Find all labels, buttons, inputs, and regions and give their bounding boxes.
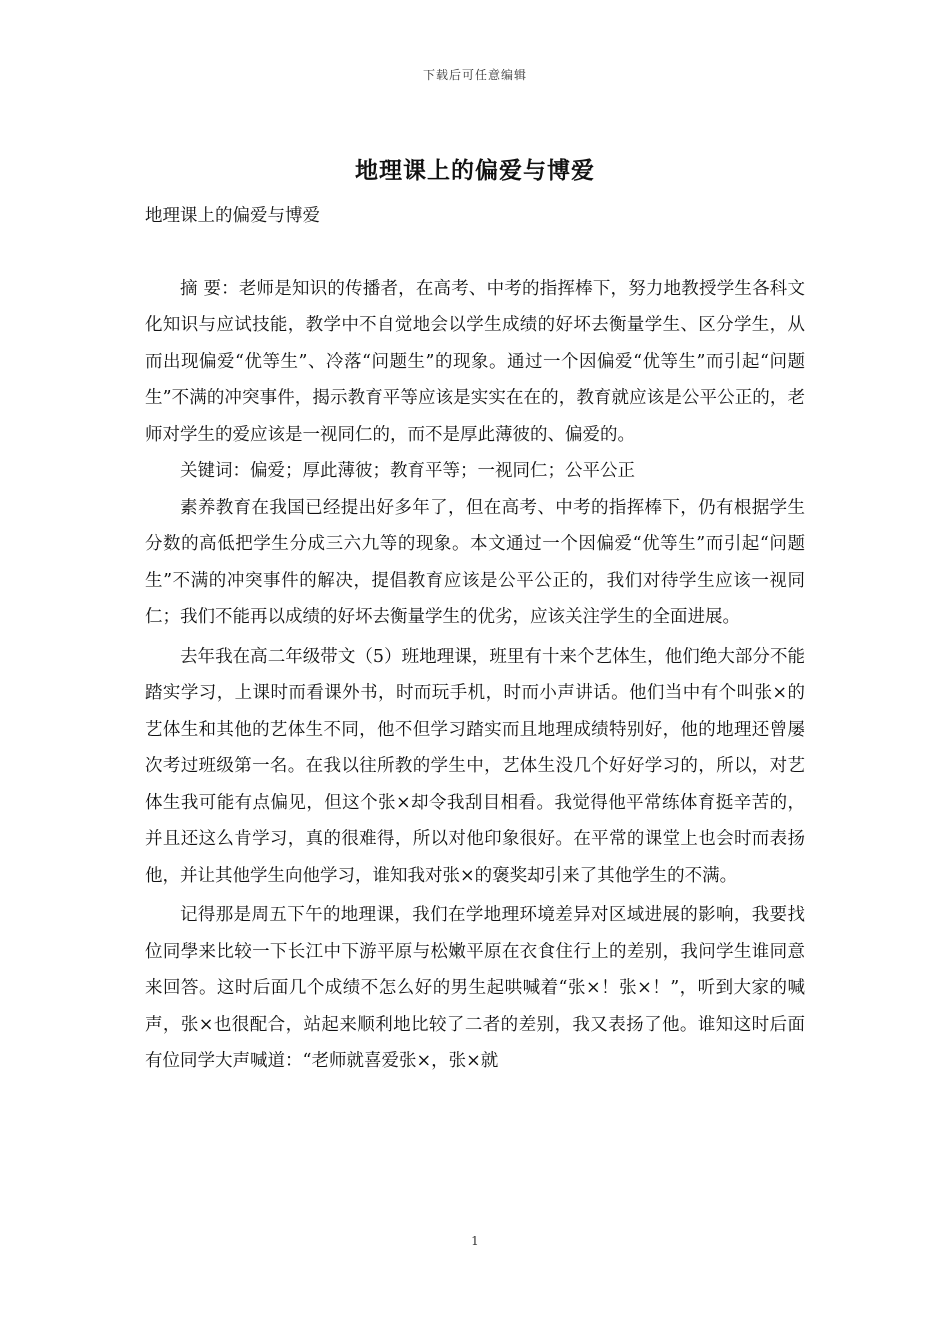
document-subtitle: 地理课上的偏爱与博爱 — [145, 206, 320, 226]
abstract-paragraph: 摘 要：老师是知识的传播者，在高考、中考的指挥棒下，努力地教授学生各科文化知识与应试技能，教学中不自觉地会以学生成绩的好坏去衡量学生、区分学生，从而出现偏爱“优等生”、冷落“问题生”的现象。通过一个因偏爱“优等生”而引起“问题生”不满的冲突事件，揭示教育平等应该是实实在在的，教育就应该是公平公正的，老师对学生的爱应该是一视同仁的，而不是厚此薄彼的、偏爱的。 — [145, 278, 805, 445]
body-paragraph: 记得那是周五下午的地理课，我们在学地理环境差异对区域进展的影响，我要找位同學来比较一下长江中下游平原与松嫩平原在衣食住行上的差别，我问学生谁同意来回答。这时后面几个成绩不怎么好的男生起哄喊着“张×！张×！”，听到大家的喊声，张×也很配合，站起来顺利地比较了二者的差别，我又表扬了他。谁知这时后面有位同学大声喊道：“老师就喜爱张×，张×就 — [145, 905, 805, 1071]
keywords-line: 关键词：偏爱；厚此薄彼；教育平等；一视同仁；公平公正 — [180, 461, 635, 481]
document-body — [145, 198, 805, 1080]
page-header-note: 下载后可任意编辑 — [422, 68, 527, 82]
document-title: 地理课上的偏爱与博爱 — [355, 157, 595, 184]
body-paragraph: 素养教育在我国已经提出好多年了，但在高考、中考的指挥棒下，仍有根据学生分数的高低把学生分成三六九等的现象。本文通过一个因偏爱“优等生”而引起“问题生”不满的冲突事件的解决，提倡教育应该是公平公正的，我们对待学生应该一视同仁；我们不能再以成绩的好坏去衡量学生的优劣，应该关注学生的全面进展。 — [145, 497, 805, 627]
body-paragraph: 去年我在高二年级带文（5）班地理课，班里有十来个艺体生，他们绝大部分不能踏实学习，上课时而看课外书，时而玩手机，时而小声讲话。他们当中有个叫张×的艺体生和其他的艺体生不同，他不但学习踏实而且地理成绩特别好，他的地理还曾屡次考过班级第一名。在我以往所教的学生中，艺体生没几个好好学习的，所以，对艺体生我可能有点偏见，但这个张×却令我刮目相看。我觉得他平常练体育挺辛苦的，并且还这么肯学习，真的很难得，所以对他印象很好。在平常的课堂上也会时而表扬他，并让其他学生向他学习，谁知我对张×的褒奖却引来了其他学生的不满。 — [145, 646, 805, 886]
page-number: 1 — [471, 1234, 479, 1248]
